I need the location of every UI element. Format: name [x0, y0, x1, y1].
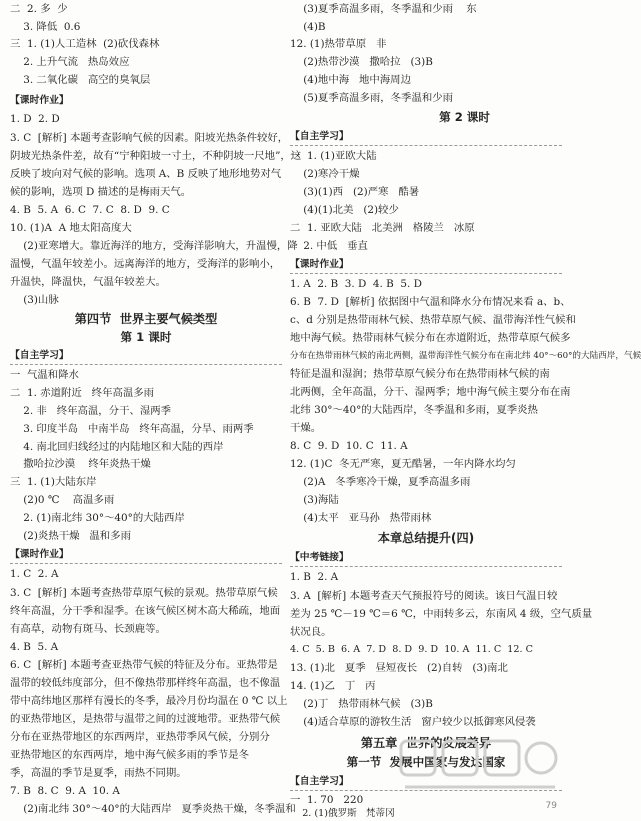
text-line: 2. 中低 垂直 — [290, 240, 368, 252]
text-line: 1. B 2. A — [290, 571, 339, 583]
divider — [290, 566, 562, 567]
text-line: (2)南北纬 30°～40°的大陆西岸 夏季炎热干燥，冬季温和 — [10, 803, 296, 815]
text-line: (3)海陆 — [290, 494, 339, 506]
text-line: 4. C 5. B 6. A 7. D 8. D 9. D 10. A 11. C 12. C — [290, 644, 533, 655]
divider — [290, 790, 562, 791]
text-line: 温慢，气温年较差小。远离海洋的地方，受海洋的影响小， — [10, 258, 281, 270]
text-line: 一 1. (1)亚欧大陆 — [290, 150, 377, 162]
text-line: 阴坡光热条件差，故有“宁种阳坡一寸土，不种阴坡一尺地”，这 — [10, 150, 302, 162]
text-line: 分布在亚热带地区的东西两岸，亚热带季风气候，分别分 — [10, 731, 270, 743]
section-tag: 【课时作业】 — [10, 549, 69, 560]
text-line: (5)夏季高温多雨，冬季温和少雨 — [290, 92, 454, 104]
text-line: c、d 分别是热带雨林气候、热带草原气候、温带海洋性气候和 — [290, 314, 576, 326]
text-line: 12. (1)C 冬无严寒，夏无酷暑，一年内降水均匀 — [290, 458, 516, 470]
text-line: (4)B — [290, 21, 326, 33]
section-tag: 【自主学习】 — [290, 776, 349, 787]
text-line: 反映了坡向对气候的影响。选项 A、B 反映了地形地势对气 — [10, 168, 282, 180]
text-line: 1. C 2. A — [10, 568, 59, 580]
text-line: 有高草，动物有斑马、长颈鹿等。 — [10, 623, 166, 635]
text-line: 13. (1)北 夏季 昼短夜长 (2)自转 (3)南北 — [290, 662, 508, 674]
text-line: 3. 印度半岛 中南半岛 终年高温，分旱、雨两季 — [10, 423, 254, 435]
text-line: 地中海气候。热带雨林气候分布在赤道附近，热带草原气候多 — [290, 332, 571, 344]
text-line: 一 气温和降水 — [10, 369, 79, 381]
text-line: (2)0 ℃ 高温多雨 — [10, 494, 115, 506]
divider — [10, 563, 282, 564]
text-line: 北纬 30°～40°的大陆西岸，冬季温和多雨，夏季炎热 — [290, 404, 538, 416]
text-line: 3. A [解析] 本题考查天气预报符号的阅读。该日气温日较 — [290, 590, 558, 602]
text-line: 分布在热带雨林气候的南北两侧，温带海洋性气候分布在南北纬 40°～60°的大陆西岸，气候 — [290, 351, 641, 361]
text-line: 6. C [解析] 本题考查亚热带气候的特征及分布。亚热带是 — [10, 659, 278, 671]
text-line: 7. B 8. C 9. A 10. A — [10, 785, 120, 797]
text-line: 2. 非 终年高温，分干、湿两季 — [10, 405, 172, 417]
text-line: (2)A 冬季寒冷干燥，夏季高温多雨 — [290, 476, 471, 488]
text-line: 升温快，降温快，气温年较差大。 — [10, 276, 166, 288]
text-line: (3)山脉 — [10, 294, 59, 306]
text-line: (2)炎热干燥 温和多雨 — [10, 530, 131, 542]
section-tag: 【自主学习】 — [10, 350, 69, 361]
divider — [290, 145, 562, 146]
divider — [10, 364, 282, 365]
text-line: (2)丁 热带雨林气候 (3)B — [290, 698, 433, 710]
text-line: 1. A 2. B 3. D 4. B 5. D — [290, 278, 422, 290]
text-line: 终年高温，分干季和湿季。在该气候区树木高大稀疏，地面 — [10, 605, 281, 617]
text-line: 状况良。 — [290, 626, 332, 638]
text-line: 的亚热带地区，是热带与温带之间的过渡地带。亚热带气候 — [10, 713, 281, 725]
text-line: (2)寒冷干燥 — [290, 168, 360, 180]
lesson-heading: 第 1 课时 — [120, 330, 172, 344]
section-heading: 第四节 世界主要气候类型 — [74, 312, 218, 326]
text-line: 一 1. 70 220 — [290, 794, 364, 806]
text-line: 季，高温的季节是夏季，雨热不同期。 — [10, 767, 187, 779]
text-line: 温带的较低纬度部分，但不像热带那样终年高温，也不像温 — [10, 677, 281, 689]
text-line: 4. 南北回归线经过的内陆地区和大陆的西岸 — [10, 441, 224, 453]
lesson-heading: 第 2 课时 — [439, 110, 490, 124]
section-tag: 【自主学习】 — [290, 131, 349, 142]
text-line: 3. C [解析] 本题考查热带草原气候的景观。热带草原气候 — [10, 587, 278, 599]
text-line: 3. 降低 0.6 — [10, 21, 81, 33]
divider — [290, 273, 562, 274]
text-line: 三 1. (1)人工造林 (2)砍伐森林 — [10, 38, 160, 50]
text-line: 干燥。 — [290, 422, 322, 434]
text-line: 特征是温和湿润；热带草原气候分布在热带雨林气候的南 — [290, 368, 550, 380]
text-line: 2. 上升气流 热岛效应 — [10, 56, 130, 68]
text-line: 14. (1)乙 丁 丙 — [290, 680, 376, 692]
chapter-heading: 第五章 世界的发展差异 — [360, 736, 492, 750]
text-line: (3)夏季高温多雨，冬季温和少雨 东 — [290, 3, 477, 15]
text-line: 三 1. (1)大陆东岸 — [10, 476, 97, 488]
text-line: 3. 二氧化碳 高空的臭氧层 — [10, 74, 151, 86]
text-line: 12. (1)热带草原 非 — [290, 38, 387, 50]
text-line: 4. B 5. A 6. C 7. C 8. D 9. C — [10, 204, 170, 216]
text-line: (4)(1)北美 (2)较少 — [290, 204, 399, 216]
section-tag: 【课时作业】 — [290, 259, 349, 270]
text-line: 1. D 2. D — [10, 113, 60, 125]
text-line: (2)热带沙漠 撒哈拉 (3)B — [290, 56, 433, 68]
text-line: (4)太平 亚马孙 热带雨林 — [290, 512, 432, 524]
section-tag: 【课时作业】 — [10, 95, 69, 106]
text-line: 差为 25 ℃－19 ℃＝6 ℃，中雨转多云，东南风 4 级，空气质量 — [290, 608, 593, 620]
text-line: 8. C 9. D 10. C 11. A — [290, 440, 408, 452]
text-line: 亚热带地区的东西两岸，地中海气候多雨的季节是冬 — [10, 749, 249, 761]
text-line: 二 1. 赤道附近 终年高温多雨 — [10, 387, 155, 399]
page-number: 79 — [545, 801, 557, 811]
section-heading: 本章总结提升(四) — [377, 531, 475, 545]
text-line: (3)(1)西 (2)严寒 酷暑 — [290, 186, 420, 198]
section-heading: 第一节 发展中国家与发达国家 — [346, 755, 506, 769]
text-line: (2)亚寒增大。靠近海洋的地方，受海洋影响大，升温慢，降 — [10, 240, 298, 252]
text-line: 10. (1)A A 地太阳高度大 — [10, 222, 132, 234]
section-tag: 【中考链接】 — [290, 552, 349, 563]
text-line: 6. B 7. D [解析] 依据图中气温和降水分布情况来看 a、b、 — [290, 296, 571, 308]
text-line: 二 2. 多 少 — [10, 3, 68, 15]
text-line: 候的影响，选项 D 描述的是梅雨天气。 — [10, 186, 192, 198]
text-line: 撒哈拉沙漠 终年炎热干燥 — [10, 458, 151, 470]
text-line: 二 1. 亚欧大陆 北美洲 格陵兰 冰原 — [290, 222, 475, 234]
text-line: (4)地中海 地中海周边 — [290, 74, 411, 86]
text-line: 2. (1)俄罗斯 梵蒂冈 — [290, 808, 395, 819]
text-line: 2. (1)南北纬 30°～40°的大陆西岸 — [10, 512, 185, 524]
text-line: 北两侧，全年高温，分干、湿两季；地中海气候主要分布在南 — [290, 386, 571, 398]
text-line: 4. B 5. A — [10, 641, 59, 653]
text-line: (4)适合草原的游牧生活 窗户较少以抵御寒风侵袭 — [290, 716, 536, 728]
text-line: 3. C [解析] 本题考查影响气候的因素。阳坡光热条件较好， — [10, 132, 289, 144]
text-line: 带中高纬地区那样有漫长的冬季，最冷月份均温在 0 ℃ 以上 — [10, 695, 288, 707]
